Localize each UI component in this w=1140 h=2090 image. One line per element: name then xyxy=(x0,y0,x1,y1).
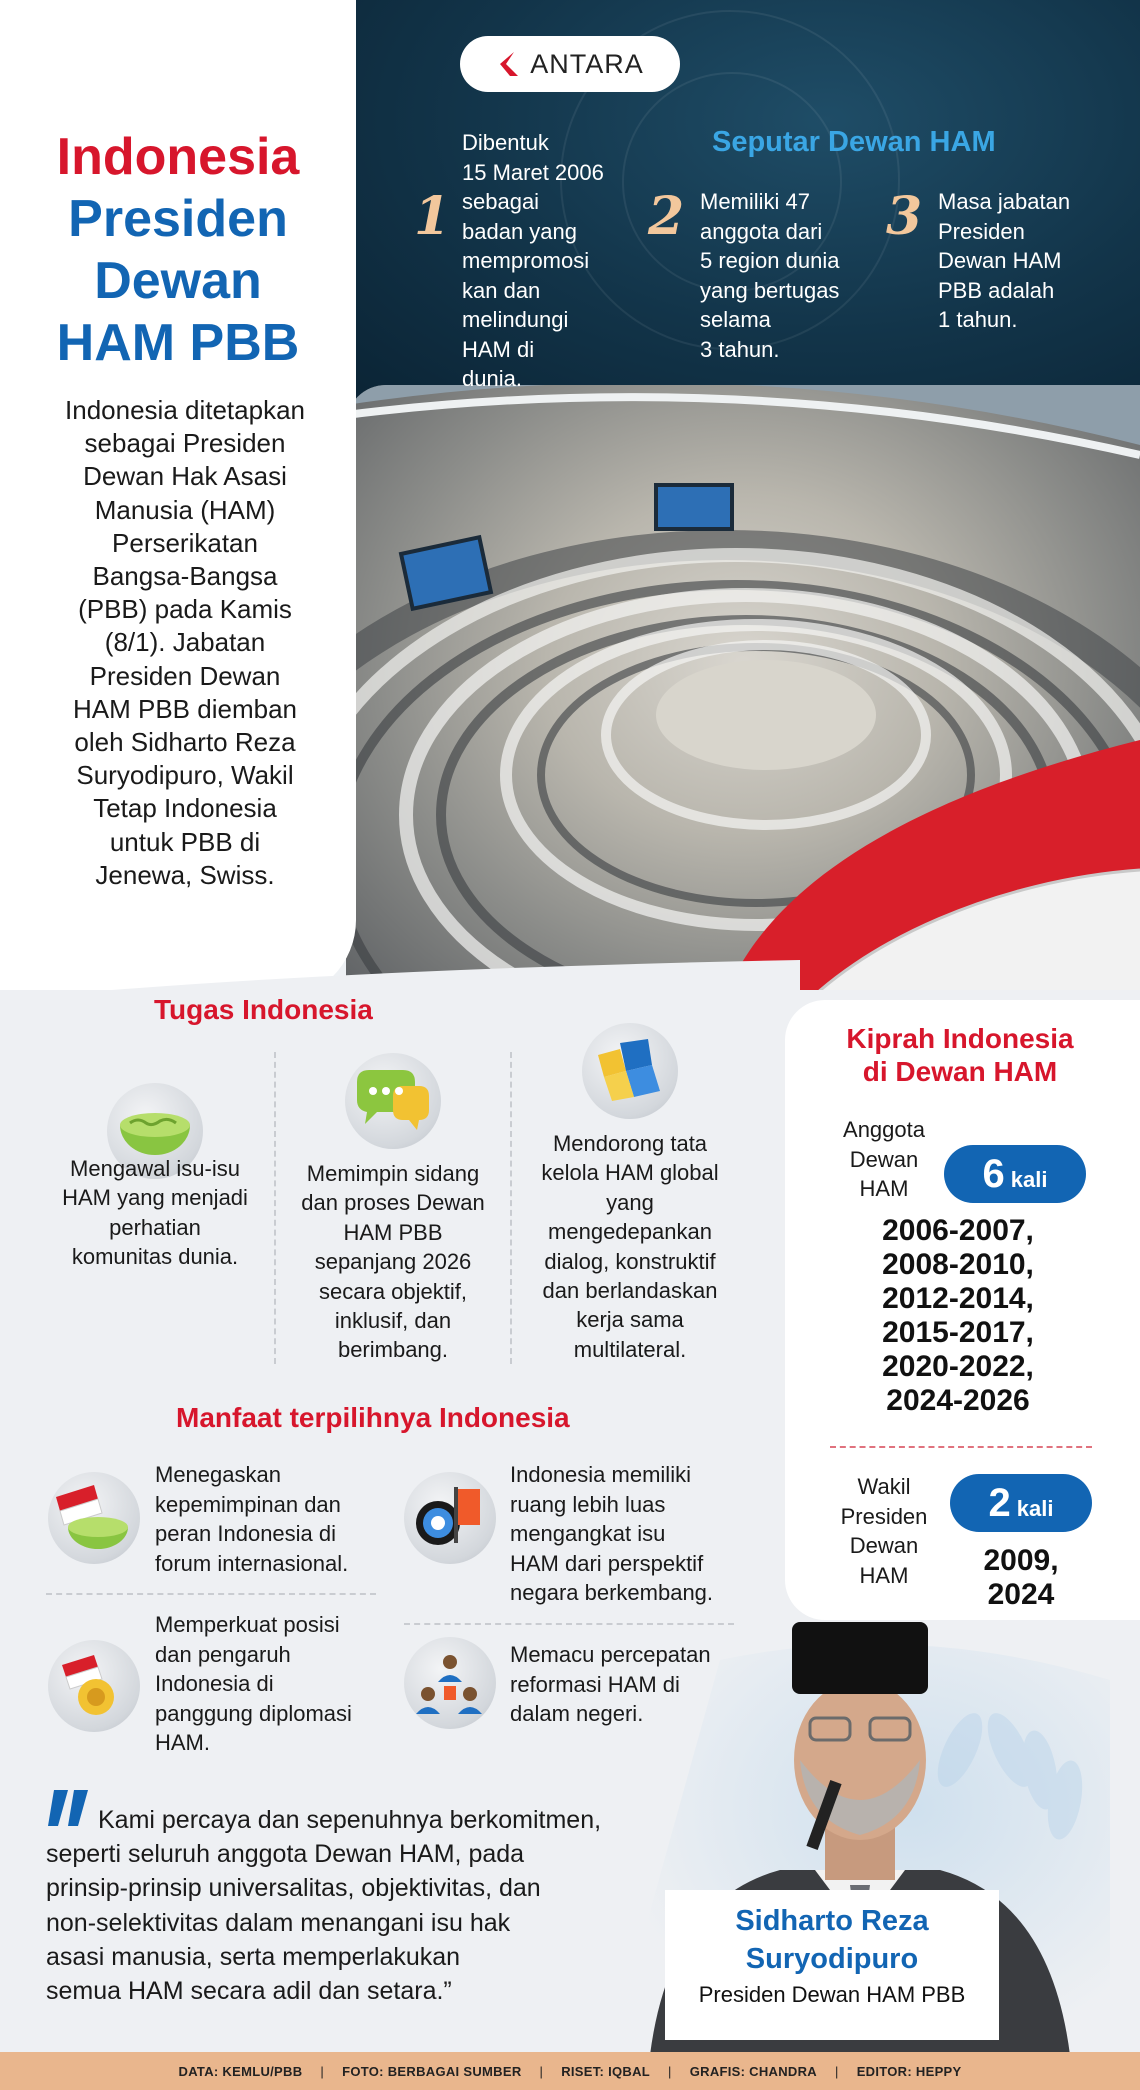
tugas-line: komunitas dunia. xyxy=(71,1244,239,1270)
manfaat-line: reformasi HAM di xyxy=(510,1671,680,1697)
fact-number-3: 3 xyxy=(886,186,923,247)
tugas-text-1 xyxy=(40,1154,270,1272)
fact-line: selama xyxy=(700,307,771,332)
wakil-label-line: Dewan xyxy=(849,1533,919,1558)
year-value: 2024 xyxy=(987,1578,1055,1611)
lower-section-curve xyxy=(0,960,800,1020)
wakil-unit: kali xyxy=(1016,1496,1054,1521)
wakil-label-line: Presiden xyxy=(840,1503,928,1529)
seputar-title: Seputar Dewan HAM xyxy=(712,126,996,158)
year-range: 2008-2010, xyxy=(882,1248,1034,1281)
intro-line: HAM PBB diemban xyxy=(73,693,297,724)
quote-line: asasi manusia, serta memperlakukan xyxy=(46,1942,461,1971)
credit-foto: FOTO: BERBAGAI SUMBER xyxy=(342,2063,522,2079)
title-line-1: Indonesia xyxy=(56,128,300,186)
anggota-count-badge xyxy=(944,1145,1086,1203)
manfaat-icon-3 xyxy=(48,1640,140,1732)
manfaat-icon-4 xyxy=(404,1637,496,1729)
puzzle-icon xyxy=(590,1035,670,1107)
title-line-2: Presiden xyxy=(68,190,288,248)
tugas-line: yang xyxy=(606,1189,654,1215)
person-name-card xyxy=(665,1890,999,2040)
antara-logo-icon xyxy=(496,50,524,78)
intro-line: Jenewa, Swiss. xyxy=(95,859,275,890)
manfaat-line: Menegaskan xyxy=(155,1462,281,1487)
antara-logo[interactable] xyxy=(460,36,680,92)
tugas-title: Tugas Indonesia xyxy=(154,994,373,1025)
intro-line: Dewan Hak Asasi xyxy=(83,461,287,492)
intro-line: (PBB) pada Kamis xyxy=(78,594,292,625)
fact-line: Dewan HAM xyxy=(938,248,1062,273)
people-network-icon xyxy=(410,1648,490,1718)
wakil-count-badge xyxy=(950,1474,1092,1532)
tugas-line: Memimpin sidang xyxy=(306,1161,480,1186)
year-range: 2024-2026 xyxy=(886,1384,1030,1417)
tugas-text-2 xyxy=(282,1159,504,1365)
footer-separator: | xyxy=(539,2063,544,2079)
year-range: 2012-2014, xyxy=(882,1282,1034,1315)
intro-paragraph xyxy=(30,394,340,892)
manfaat-line: mengangkat isu xyxy=(510,1521,666,1546)
tugas-line: mengedepankan xyxy=(548,1219,712,1245)
manfaat-line: Indonesia di xyxy=(155,1671,274,1696)
anggota-years xyxy=(830,1214,1086,1418)
person-name-line-2: Suryodipuro xyxy=(745,1943,919,1975)
fact-line: dunia. xyxy=(462,366,522,391)
anggota-label-line: HAM xyxy=(859,1176,909,1201)
manfaat-line: HAM. xyxy=(155,1730,210,1755)
anggota-label-line: Dewan xyxy=(849,1146,919,1172)
anggota-label-line: Anggota xyxy=(843,1117,925,1142)
manfaat-line: negara berkembang. xyxy=(510,1580,714,1605)
tugas-line: berimbang. xyxy=(337,1337,449,1363)
footer-separator: | xyxy=(835,2063,839,2079)
fact-line: anggota dari xyxy=(700,218,823,244)
fact-line: yang bertugas xyxy=(700,277,840,303)
tugas-line: dan proses Dewan xyxy=(301,1190,485,1216)
intro-line: Perserikatan xyxy=(112,527,258,558)
credit-data: DATA: KEMLU/PBB xyxy=(178,2063,303,2079)
manfaat-text-1 xyxy=(155,1460,395,1578)
person-role: Presiden Dewan HAM PBB xyxy=(698,1982,966,2007)
manfaat-line: HAM dari perspektif xyxy=(510,1550,704,1576)
year-range: 2020-2022, xyxy=(882,1350,1034,1383)
credit-editor: EDITOR: HEPPY xyxy=(856,2063,962,2079)
tugas-line: perhatian xyxy=(109,1214,201,1240)
tugas-line: Mendorong tata xyxy=(552,1131,708,1156)
speech-bubble-icon xyxy=(353,1066,433,1136)
tugas-icon-3 xyxy=(582,1023,678,1119)
kiprah-title-line: Kiprah Indonesia xyxy=(846,1023,1074,1054)
footer-separator: | xyxy=(668,2063,672,2079)
manfaat-line: peran Indonesia di xyxy=(155,1521,337,1546)
manfaat-icon-1 xyxy=(48,1472,140,1564)
quote-line: semua HAM secara adil dan setara.” xyxy=(46,1977,452,2006)
manfaat-line: dalam negeri. xyxy=(510,1701,644,1726)
manfaat-line: forum internasional. xyxy=(155,1550,349,1576)
quote-line: prinsip-prinsip universalitas, objektivitas, dan xyxy=(46,1874,541,1903)
manfaat-line: kepemimpinan dan xyxy=(155,1491,341,1517)
fact-line: 3 tahun. xyxy=(700,336,780,362)
flag-globe-icon xyxy=(54,1483,134,1553)
fact-line: 5 region dunia xyxy=(700,248,840,273)
intro-line: oleh Sidharto Reza xyxy=(74,727,296,758)
quote-line: seperti seluruh anggota Dewan HAM, pada xyxy=(46,1840,525,1869)
kiprah-title xyxy=(800,1022,1120,1088)
manfaat-line: dan pengaruh xyxy=(155,1641,291,1667)
manfaat-text-2 xyxy=(510,1460,750,1608)
tugas-line: dan berlandaskan xyxy=(542,1278,718,1304)
intro-line: untuk PBB di xyxy=(109,826,261,857)
fact-line: kan dan xyxy=(462,277,541,303)
person-name-line-1: Sidharto Reza xyxy=(735,1905,929,1937)
credit-grafis: GRAFIS: CHANDRA xyxy=(689,2063,817,2079)
fact-line: Dibentuk xyxy=(462,130,549,155)
tugas-line: secara objektif, xyxy=(319,1278,467,1304)
manfaat-text-3 xyxy=(155,1610,395,1758)
fact-text-3 xyxy=(938,187,1070,335)
tugas-line: HAM yang menjadi xyxy=(62,1185,248,1211)
fact-line: PBB adalah xyxy=(938,277,1055,303)
tugas-line: inklusif, dan xyxy=(334,1308,452,1334)
fact-line: Memiliki 47 xyxy=(700,189,811,214)
megaphone-icon xyxy=(410,1483,490,1553)
manfaat-icon-2 xyxy=(404,1472,496,1564)
wakil-label xyxy=(826,1472,942,1590)
manfaat-line: Memperkuat posisi xyxy=(155,1612,340,1637)
wakil-label-line: HAM xyxy=(859,1562,909,1588)
fact-number-2: 2 xyxy=(648,186,685,247)
tugas-line: multilateral. xyxy=(573,1336,687,1362)
wakil-count: 2 xyxy=(988,1481,1011,1525)
anggota-count: 6 xyxy=(982,1152,1005,1196)
manfaat-title: Manfaat terpilihnya Indonesia xyxy=(176,1402,570,1433)
year-range: 2015-2017, xyxy=(882,1316,1034,1349)
flag-speaker-icon xyxy=(54,1651,134,1721)
credits-footer xyxy=(0,2052,1140,2090)
fact-line: melindungi xyxy=(462,307,569,332)
fact-line: badan yang xyxy=(462,218,577,244)
intro-line: Indonesia ditetapkan xyxy=(65,395,305,425)
fact-text-1 xyxy=(462,128,604,394)
intro-line: (8/1). Jabatan xyxy=(104,627,266,658)
intro-line: Manusia (HAM) xyxy=(94,494,276,525)
manfaat-divider xyxy=(46,1593,376,1595)
fact-line: sebagai xyxy=(462,189,540,214)
fact-line: Presiden xyxy=(938,218,1025,244)
fact-line: mempromosi xyxy=(462,248,590,273)
tugas-line: kerja sama xyxy=(576,1307,684,1333)
quote-text xyxy=(46,1803,686,2008)
intro-line: Tetap Indonesia xyxy=(93,793,277,824)
intro-line: Bangsa-Bangsa xyxy=(92,561,278,592)
intro-line: Suryodipuro, Wakil xyxy=(76,760,294,791)
manfaat-line: panggung diplomasi xyxy=(155,1700,352,1726)
tugas-line: dialog, konstruktif xyxy=(544,1248,716,1274)
tugas-line: sepanjang 2026 xyxy=(314,1249,472,1275)
anggota-label xyxy=(826,1115,942,1204)
manfaat-line: Memacu percepatan xyxy=(510,1642,711,1667)
fact-line: 1 tahun. xyxy=(938,307,1018,332)
tugas-text-3 xyxy=(518,1129,742,1364)
fact-number-1: 1 xyxy=(414,186,451,247)
quote-line: Kami percaya dan sepenuhnya berkomitmen, xyxy=(98,1806,602,1834)
year-range: 2006-2007, xyxy=(882,1214,1034,1247)
kiprah-title-line: di Dewan HAM xyxy=(862,1056,1058,1087)
wakil-label-line: Wakil xyxy=(857,1474,911,1499)
tugas-icon-2 xyxy=(345,1053,441,1149)
tugas-divider xyxy=(274,1052,276,1364)
title-line-4: HAM PBB xyxy=(56,314,300,372)
intro-line: sebagai Presiden xyxy=(84,428,286,459)
logo-text: ANTARA xyxy=(530,48,644,79)
anggota-unit: kali xyxy=(1010,1167,1048,1192)
tugas-divider xyxy=(510,1052,512,1364)
manfaat-line: Indonesia memiliki xyxy=(510,1462,691,1487)
year-value: 2009, xyxy=(983,1544,1059,1577)
title-line-3: Dewan xyxy=(94,252,262,310)
fact-line: Masa jabatan xyxy=(938,189,1071,214)
intro-line: Presiden Dewan xyxy=(89,660,281,691)
footer-separator: | xyxy=(320,2063,325,2079)
globe-icon xyxy=(116,1101,194,1161)
tugas-line: Mengawal isu-isu xyxy=(70,1156,240,1181)
tugas-line: kelola HAM global xyxy=(541,1160,719,1186)
fact-text-2 xyxy=(700,187,839,364)
fact-line: HAM di xyxy=(462,336,535,362)
kiprah-divider xyxy=(830,1446,1092,1448)
fact-line: 15 Maret 2006 xyxy=(462,159,604,185)
quote-line: non-selektivitas dalam menangani isu hak xyxy=(46,1908,511,1937)
credit-riset: RISET: IQBAL xyxy=(561,2063,651,2079)
manfaat-line: ruang lebih luas xyxy=(510,1491,666,1517)
tugas-line: HAM PBB xyxy=(343,1219,443,1245)
